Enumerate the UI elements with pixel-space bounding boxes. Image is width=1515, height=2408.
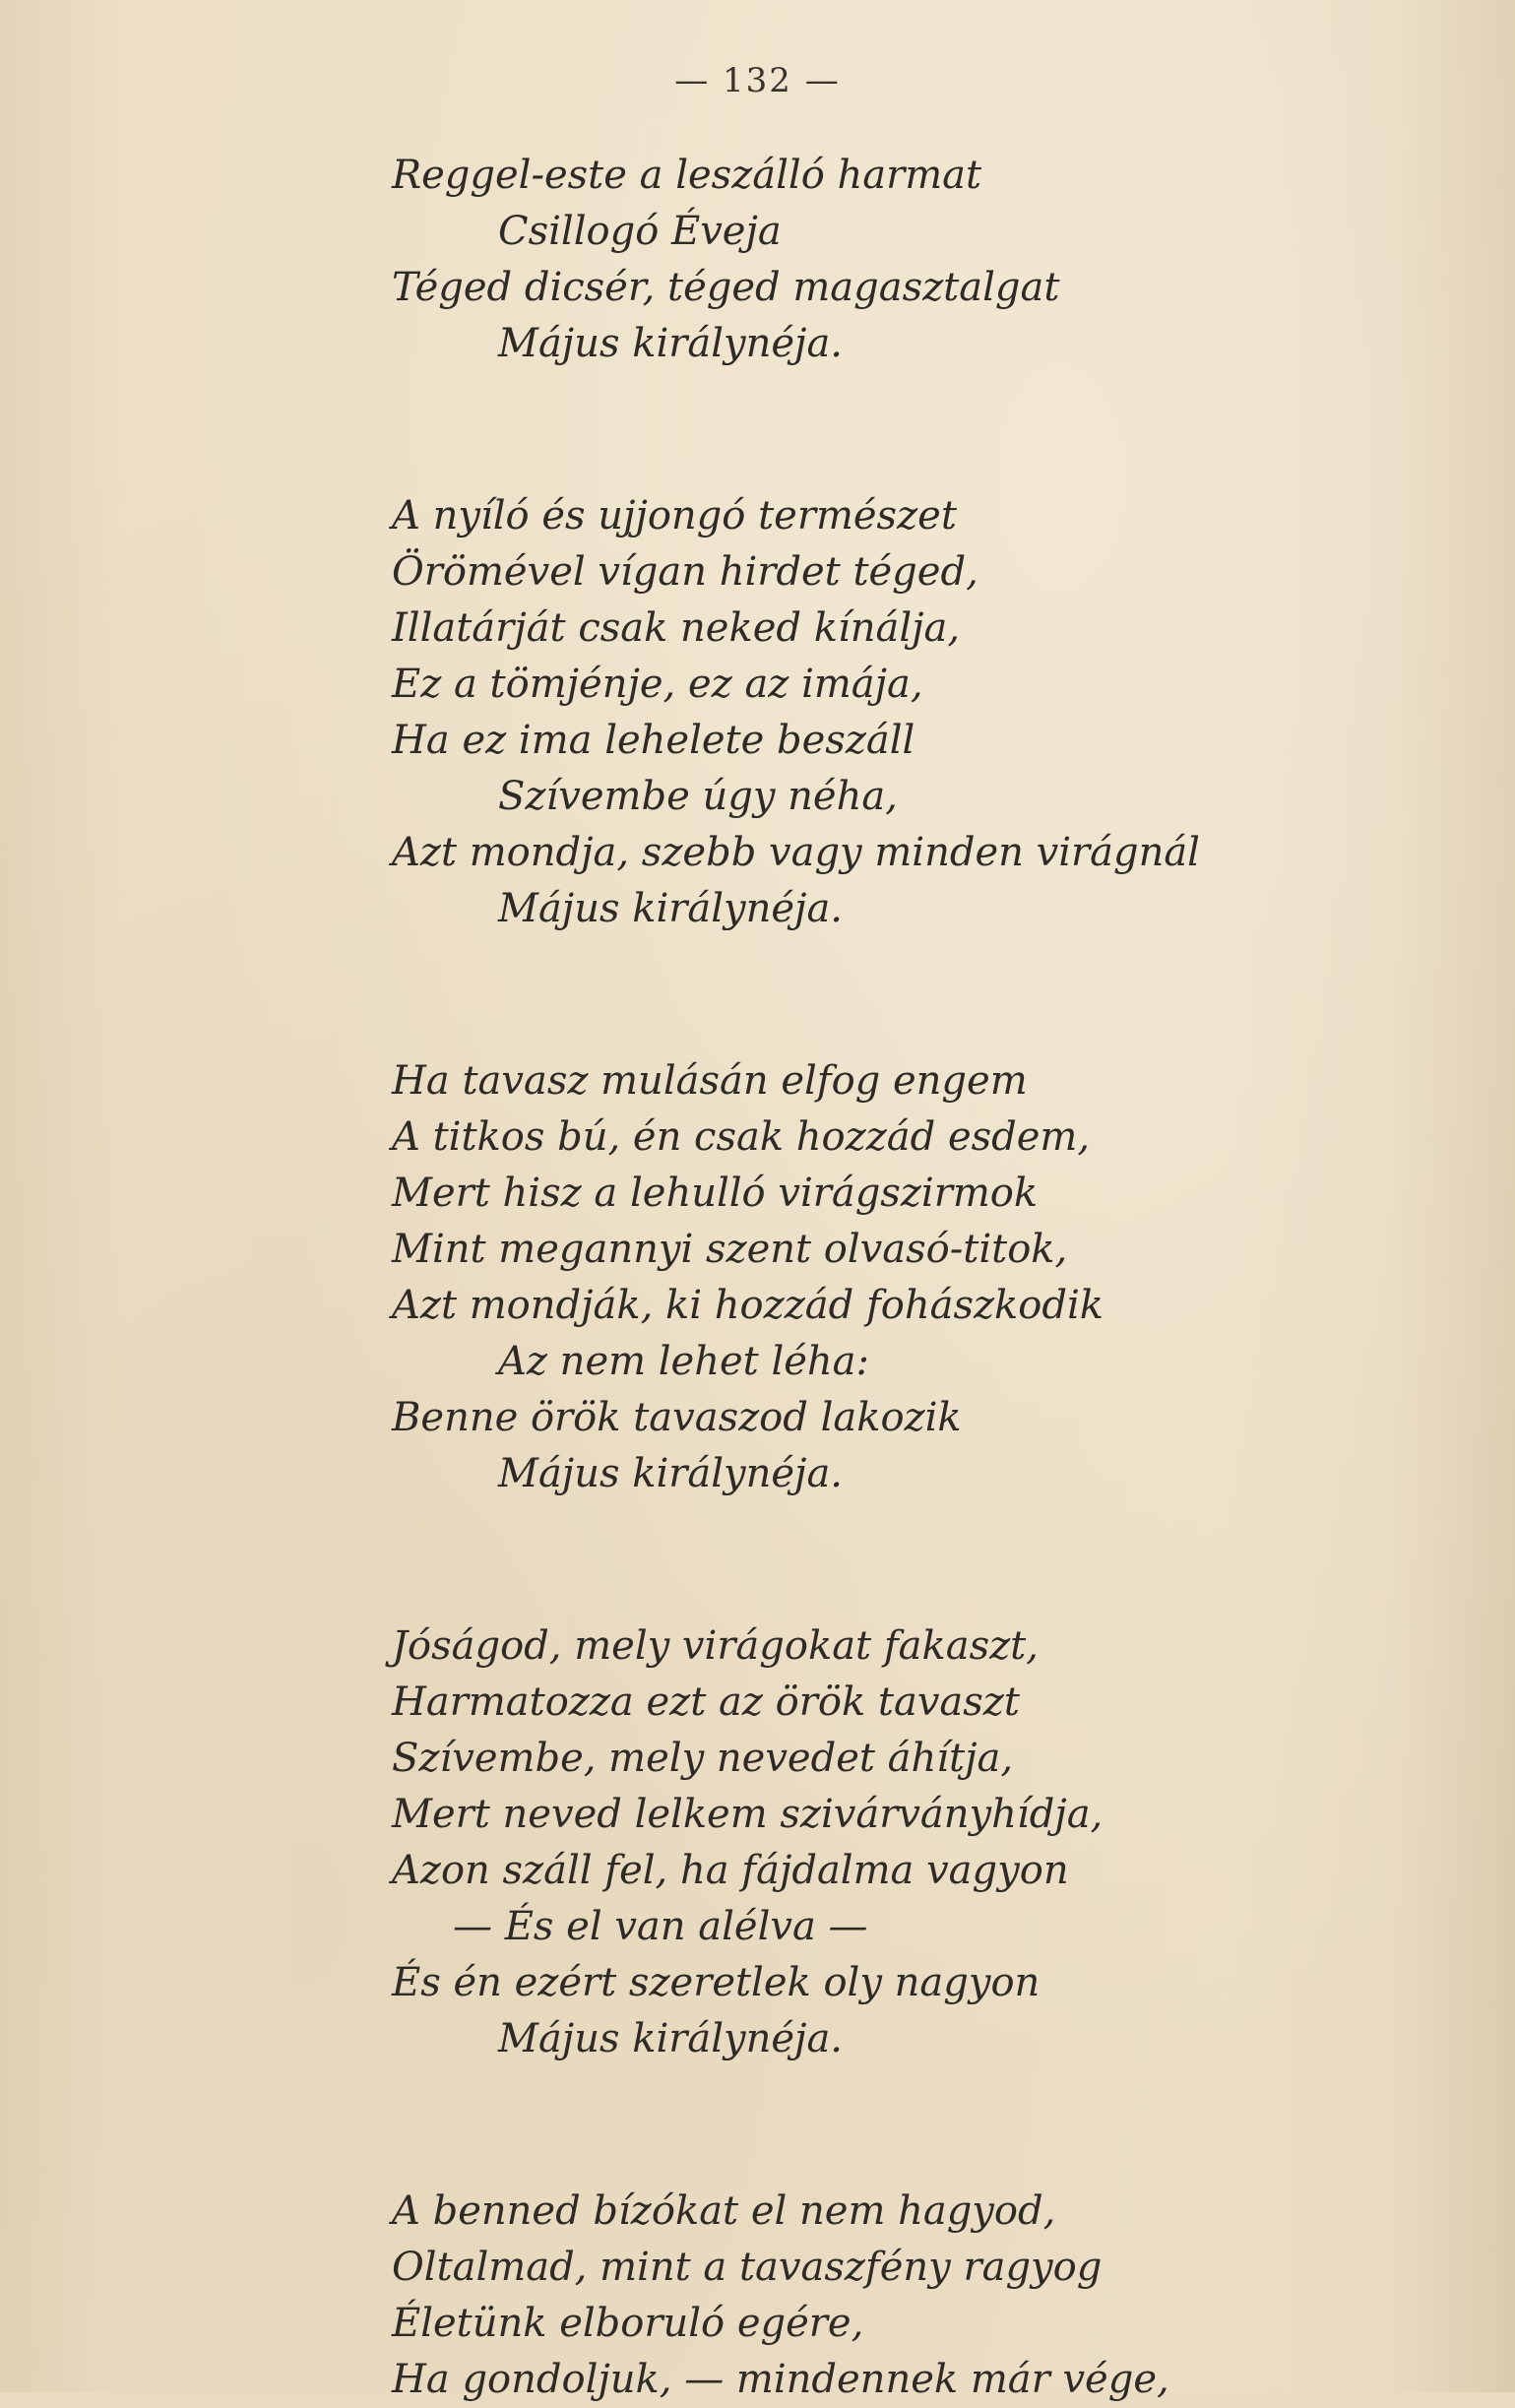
poem-line: Ha gondoljuk, — mindennek már vége, [392, 2357, 1169, 2402]
poem-line: — És el van alélva — [453, 1904, 868, 1949]
poem-line: Mint megannyi szent olvasó-titok, [392, 1227, 1068, 1272]
poem-line: A nyíló és ujjongó természet [392, 493, 957, 539]
poem-line: Életünk elboruló egére, [392, 2301, 864, 2346]
poem-line: Mert neved lelkem szivárványhídja, [392, 1792, 1104, 1837]
poem-line: Csillogó Éveja [498, 209, 782, 254]
poem-line: Harmatozza ezt az örök tavaszt [392, 1679, 1020, 1725]
poem-line: Azon száll fel, ha fájdalma vagyon [392, 1848, 1069, 1893]
poem-line: Illatárját csak neked kínálja, [392, 605, 961, 651]
poem-line: Reggel-este a leszálló harmat [392, 153, 982, 198]
poem-line: Az nem lehet léha: [498, 1339, 869, 1384]
poem-line: A titkos bú, én csak hozzád esdem, [392, 1114, 1091, 1160]
poem-line: Téged dicsér, téged magasztalgat [392, 265, 1060, 310]
poem-line: Jóságod, mely virágokat fakaszt, [392, 1623, 1039, 1669]
poem-line: Ha tavasz mulásán elfog engem [392, 1058, 1028, 1104]
poem-line: Ha ez ima lehelete beszáll [392, 718, 915, 763]
poem-line: Május királynéja. [498, 321, 843, 366]
stanza [392, 1053, 1435, 1502]
stanza [392, 148, 1435, 372]
poem-line: Azt mondják, ki hozzád fohászkodik [392, 1283, 1105, 1328]
poem-line: Mert hisz a lehulló virágszirmok [392, 1171, 1039, 1216]
poem-line: Május királynéja. [498, 886, 843, 931]
poem-line: Azt mondja, szebb vagy minden virágnál [392, 830, 1200, 875]
stanza [392, 1618, 1435, 2067]
poem-line: Örömével vígan hirdet téged, [392, 549, 978, 595]
poem-line: Szívembe úgy néha, [498, 774, 898, 819]
page-number: — 132 — [674, 61, 841, 100]
poem-line: És én ezért szeretlek oly nagyon [392, 1960, 1041, 2005]
stanza [392, 488, 1435, 937]
poem-line: Szívembe, mely nevedet áhítja, [392, 1736, 1014, 1781]
poem-line: Benne örök tavaszod lakozik [392, 1395, 962, 1440]
stanza [392, 2184, 1435, 2408]
poem-line: Ez a tömjénje, ez az imája, [392, 662, 923, 707]
poem-line: Május királynéja. [498, 1451, 843, 1496]
poem-line: Oltalmad, mint a tavaszfény ragyog [392, 2245, 1103, 2290]
poem-line: Május királynéja. [498, 2016, 843, 2061]
poem-body [392, 148, 1435, 2408]
poem-line: A benned bízókat el nem hagyod, [392, 2188, 1056, 2234]
